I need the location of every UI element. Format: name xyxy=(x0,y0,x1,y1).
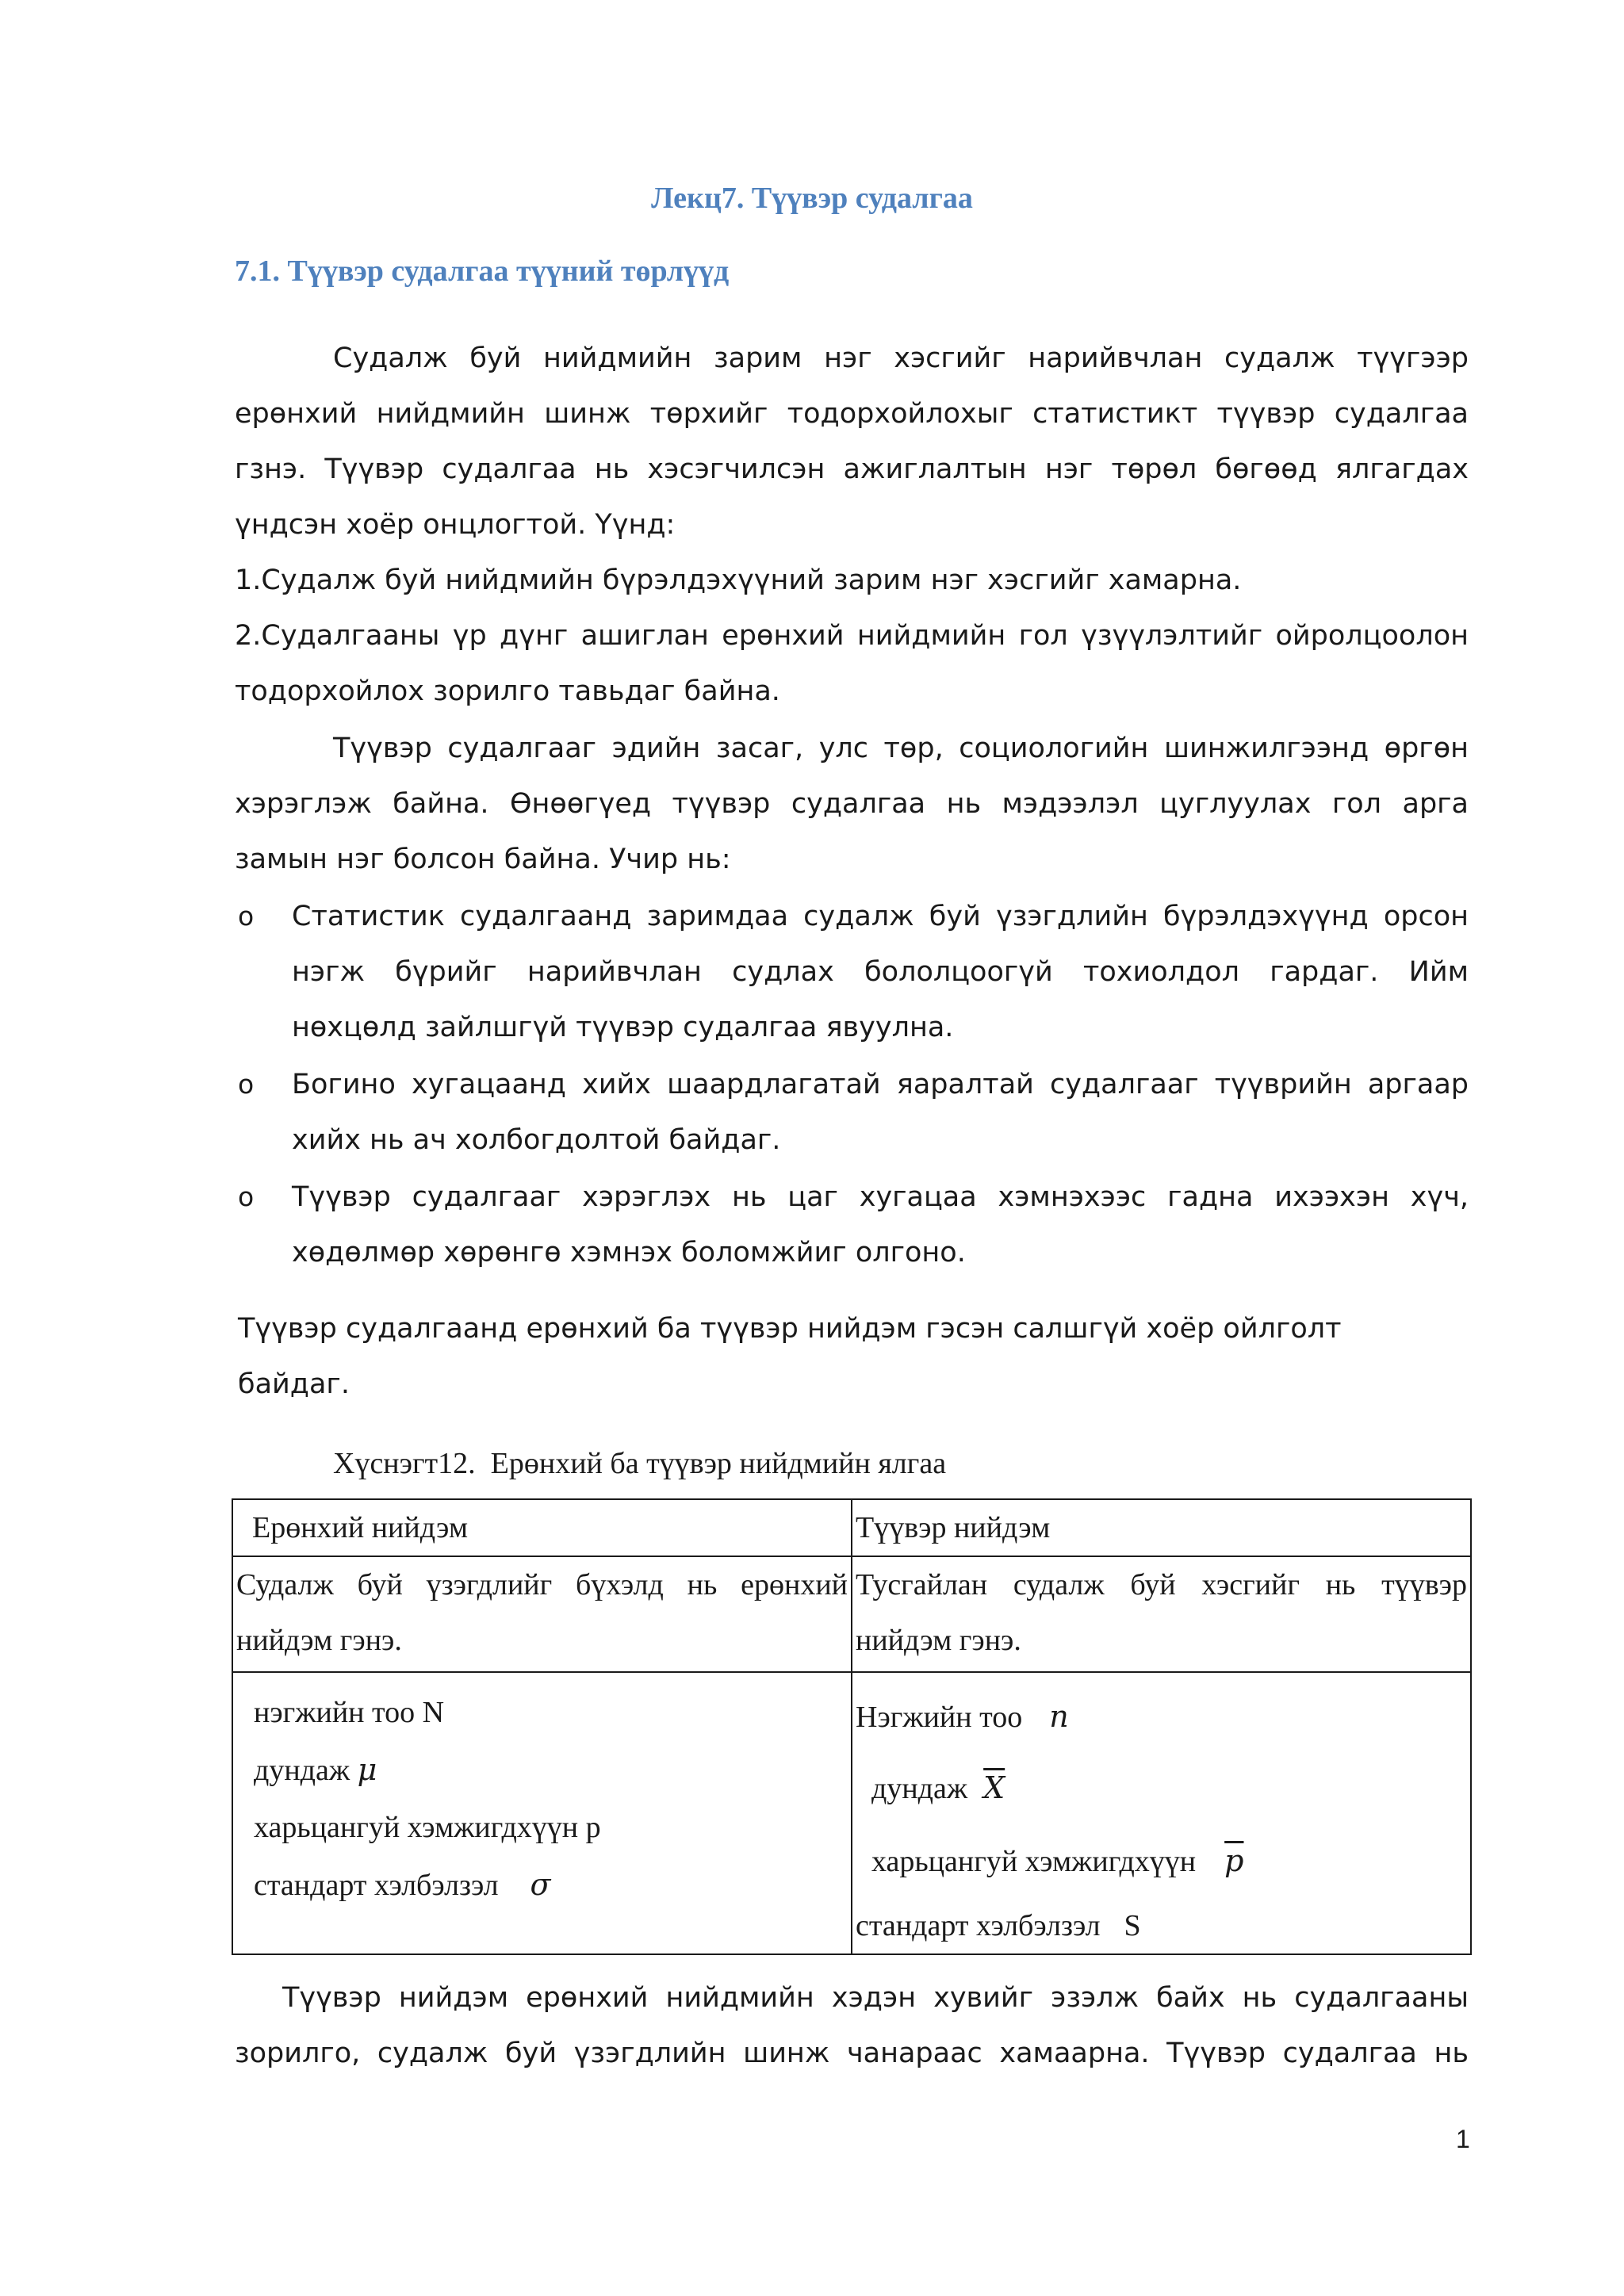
pop-mean: дундаж μ xyxy=(254,1752,377,1787)
comparison-table xyxy=(232,1498,1472,1955)
bullet-line: нөхцөлд зайлшгүй түүвэр судалгаа явуулна. xyxy=(292,1012,954,1043)
bullet-line: нэгж бүрийг нарийвчлан судлах бололцоогүй тохиолдол гардаг. Ийм xyxy=(292,956,1469,988)
definition-line: Тусгайлан судалж буй хэсгийг нь түүвэр xyxy=(856,1568,1467,1601)
table-cell xyxy=(232,1556,852,1672)
sigma-symbol: σ xyxy=(530,1867,551,1902)
paragraph-line: гзнэ. Түүвэр судалгаа нь хэсэгчилсэн ажиглалтын нэг төрөл бөгөөд ялгагдах xyxy=(235,453,1469,485)
col1-header: Ерөнхий нийдэм xyxy=(252,1511,469,1544)
table-caption: Хүснэгт12. Ерөнхий ба түүвэр нийдмийн ялгаа xyxy=(333,1447,947,1480)
bullet-marker: o xyxy=(238,1181,255,1212)
pop-proportion: харьцангуй хэмжигдхүүн p xyxy=(254,1811,601,1844)
table-row xyxy=(232,1556,1471,1672)
page-number: 1 xyxy=(1456,2125,1470,2153)
section-heading: 7.1. Түүвэр судалгаа түүний төрлүүд xyxy=(235,254,730,288)
col2-header: Түүвэр нийдэм xyxy=(856,1511,1051,1544)
n-symbol: n xyxy=(1049,1699,1069,1734)
table-cell xyxy=(852,1556,1471,1672)
table-header-row xyxy=(232,1499,1471,1556)
bullet-line: хийх нь ач холбогдолтой байдаг. xyxy=(292,1124,781,1156)
p-bar-symbol: $\overline{p}$ xyxy=(1224,1843,1244,1878)
definition-line: нийдэм гэнэ. xyxy=(236,1624,402,1657)
numbered-item: тодорхойлох зорилго тавьдаг байна. xyxy=(235,675,780,707)
table-header-cell xyxy=(852,1499,1471,1556)
paragraph-line: ерөнхий нийдмийн шинж төрхийг тодорхойлохыг статистикт түүвэр судалгаа xyxy=(235,398,1469,430)
x-bar-symbol: $\overline{X}$ xyxy=(983,1770,1005,1805)
table-cell xyxy=(232,1672,852,1954)
definition-line: нийдэм гэнэ. xyxy=(856,1624,1021,1657)
bullet-marker: o xyxy=(238,1069,255,1100)
definition-line: Судалж буй үзэгдлийг бүхэлд нь ерөнхий xyxy=(236,1568,848,1601)
paragraph-line: Түүвэр судалгааг эдийн засаг, улс төр, социологийн шинжилгээнд өргөн xyxy=(333,733,1469,764)
paragraph-line: Түүвэр судалгаанд ерөнхий ба түүвэр нийдэм гэсэн салшгүй хоёр ойлголт xyxy=(238,1313,1342,1345)
pop-count: нэгжийн тоо N xyxy=(254,1696,445,1729)
paragraph-line: үндсэн хоёр онцлогтой. Үүнд: xyxy=(235,509,676,541)
table-row xyxy=(232,1672,1471,1954)
paragraph-line: замын нэг болсон байна. Учир нь: xyxy=(235,844,731,875)
table-header-cell xyxy=(232,1499,852,1556)
paragraph-line: зорилго, судалж буй үзэгдлийн шинж чанараас хамаарна. Түүвэр судалгаа нь xyxy=(235,2038,1469,2069)
bullet-marker: o xyxy=(238,901,255,932)
bullet-line: Түүвэр судалгааг хэрэглэх нь цаг хугацаа хэмнэхээс гадна ихээхэн хүч, xyxy=(292,1181,1469,1213)
bullet-line: Богино хугацаанд хийх шаардлагатай яаралтай судалгааг түүврийн аргаар xyxy=(292,1069,1469,1100)
smp-proportion: харьцангуй хэмжигдхүүн $\overline{p}$ xyxy=(871,1843,1244,1878)
smp-count: Нэгжийн тоо n xyxy=(856,1699,1069,1734)
paragraph-line: Түүвэр нийдэм ерөнхий нийдмийн хэдэн хувийг эзэлж байх нь судалгааны xyxy=(282,1982,1469,2014)
table-cell xyxy=(852,1672,1471,1954)
paragraph-line: хэрэглэж байна. Өнөөгүед түүвэр судалгаа нь мэдээлэл цуглуулах гол арга xyxy=(235,788,1469,820)
smp-std: стандарт хэлбэлзэл S xyxy=(856,1909,1141,1942)
paragraph-line: байдаг. xyxy=(238,1368,350,1400)
mu-symbol: μ xyxy=(357,1752,377,1787)
numbered-item: 1.Судалж буй нийдмийн бүрэлдэхүүний зарим нэг хэсгийг хамарна. xyxy=(235,564,1242,596)
lecture-title: Лекц7. Түүвэр судалгаа xyxy=(651,182,973,215)
bullet-line: хөдөлмөр хөрөнгө хэмнэх боломжйиг олгоно. xyxy=(292,1237,966,1269)
paragraph-line: Судалж буй нийдмийн зарим нэг хэсгийг нарийвчлан судалж түүгээр xyxy=(333,342,1469,374)
s-symbol: S xyxy=(1124,1909,1141,1942)
pop-std: стандарт хэлбэлзэл σ xyxy=(254,1867,551,1902)
bullet-line: Статистик судалгаанд заримдаа судалж буй үзэгдлийн бүрэлдэхүүнд орсон xyxy=(292,901,1469,932)
smp-mean: дундаж $\overline{X}$ xyxy=(871,1770,1005,1805)
numbered-item: 2.Судалгааны үр дүнг ашиглан ерөнхий нийдмийн гол үзүүлэлтийг ойролцоолон xyxy=(235,620,1469,652)
